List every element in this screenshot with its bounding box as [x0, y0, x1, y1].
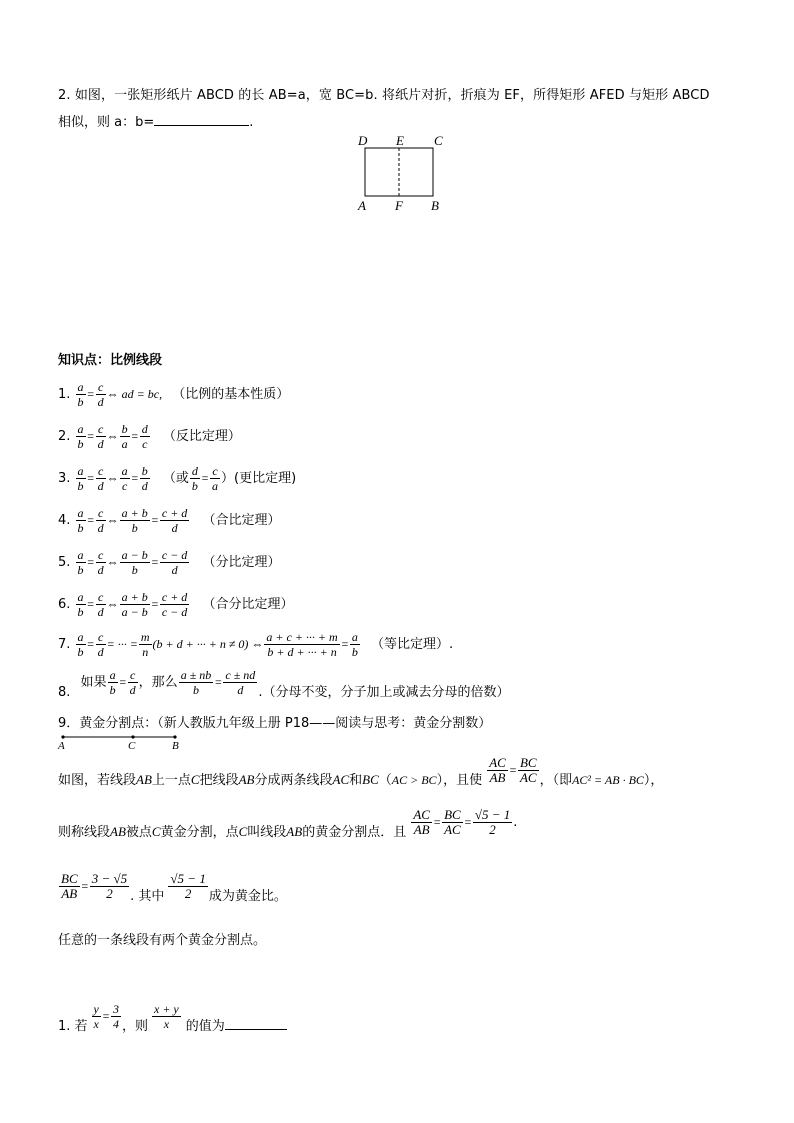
point-C [131, 735, 134, 738]
kp-item-9: 9．黄金分割点：（新人教版九年级上册 P18——阅读与思考：黄金分割数） [58, 716, 492, 731]
point-A [61, 735, 64, 738]
q1-answer-blank[interactable] [225, 1029, 287, 1030]
q2-line2 [58, 111, 253, 130]
point-B [173, 735, 176, 738]
label-B: B [431, 198, 439, 213]
golden-para-3: $\frac{BC}{AB}$ = $\frac{3 - √5}{2}$ . 其中 $\frac{√5 - 1}{2}$ 成为黄金比。 [61, 871, 287, 904]
kp-title: 知识点：比例线段 [58, 353, 163, 368]
golden-para-1: 如图，若线段AB上一点C把线段AB分成两条线段AC和BC（AC > BC），且使 $\frac{AC}{AB}$ = $\frac{BC}{AC}$ ，（即AC² = AB · BC）， [58, 755, 664, 788]
kp-item-4: 4. $\frac{a}{b}$ = $\frac{c}{d}$ ⇔ $\frac{a + b}{b}$ = $\frac{c + d}{d}$ （合比定理） [58, 506, 281, 535]
label-A: A [358, 198, 366, 213]
seg-label-A: A [58, 740, 65, 752]
kp-item-8: 8. 如果 $\frac{a}{b}$ = $\frac{c}{d}$ ，那么 $\frac{a \pm nb}{b}$ = $\frac{c \pm nd}{d}$ .（分母不变，分子加上或减去分母的倍数） [58, 668, 510, 700]
label-C: C [434, 133, 443, 148]
answer-blank[interactable] [154, 125, 249, 126]
kp-item-6: 6. $\frac{a}{b}$ = $\frac{c}{d}$ ⇔ $\frac{a + b}{a - b}$ = $\frac{c + d}{c - d}$ （合分比定理） [58, 590, 294, 619]
label-D: D [358, 133, 368, 148]
kp-item-2: 2. $\frac{a}{b}$ = $\frac{c}{d}$ ⇔ $\frac{b}{a}$ = $\frac{d}{c}$ （反比定理） [58, 422, 241, 451]
q2-line1: 2. 如图，一张矩形纸片 ABCD 的长 AB=a，宽 BC=b. 将纸片对折，折痕为 EF，所得矩形 AFED 与矩形 ABCD [58, 88, 710, 103]
kp-item-1: 1. $\frac{a}{b}$ = $\frac{c}{d}$ ⇔ ad = bc, （比例的基本性质） [58, 380, 290, 409]
q2-line2-end: . [249, 115, 254, 130]
golden-para-4: 任意的一条线段有两个黄金分割点。 [58, 933, 267, 948]
kp-item-7: 7. $\frac{a}{b}$ = $\frac{c}{d}$ = ··· = $\frac{m}{n}$ (b + d + ··· + n ≠ 0) ⇔ $\frac{a + c + \cdot\cdot\cdot + m}{b + d + \cdot\cdot\cdot + n}$ = $\frac{a}{b}$ （等比定理）. [58, 630, 454, 659]
label-F: F [395, 198, 403, 213]
seg-label-C: C [128, 740, 136, 752]
label-E: E [396, 133, 404, 148]
q1: 1. 若 $\frac{y}{x}$ = $\frac{3}{4}$ ，则 $\frac{x + y}{x}$ 的值为 [58, 1002, 287, 1031]
kp-item-3: 3. $\frac{a}{b}$ = $\frac{c}{d}$ ⇔ $\frac{a}{c}$ = $\frac{b}{d}$ （或 $\frac{d}{b}$ = $\frac{c}{a}$ ）(更比定理) [58, 464, 297, 493]
seg-label-B: B [172, 740, 179, 752]
q2-line2-text: 相似，则 a：b= [58, 115, 155, 130]
golden-para-2: 则称线段AB被点C黄金分割，点C叫线段AB的黄金分割点．且 $\frac{AC}{AB}$ = $\frac{BC}{AC}$ = $\frac{√5 - 1}{2}$ . [58, 807, 518, 840]
kp-item-5: 5. $\frac{a}{b}$ = $\frac{c}{d}$ ⇔ $\frac{a - b}{b}$ = $\frac{c - d}{d}$ （分比定理） [58, 548, 281, 577]
segment-figure [58, 732, 188, 744]
